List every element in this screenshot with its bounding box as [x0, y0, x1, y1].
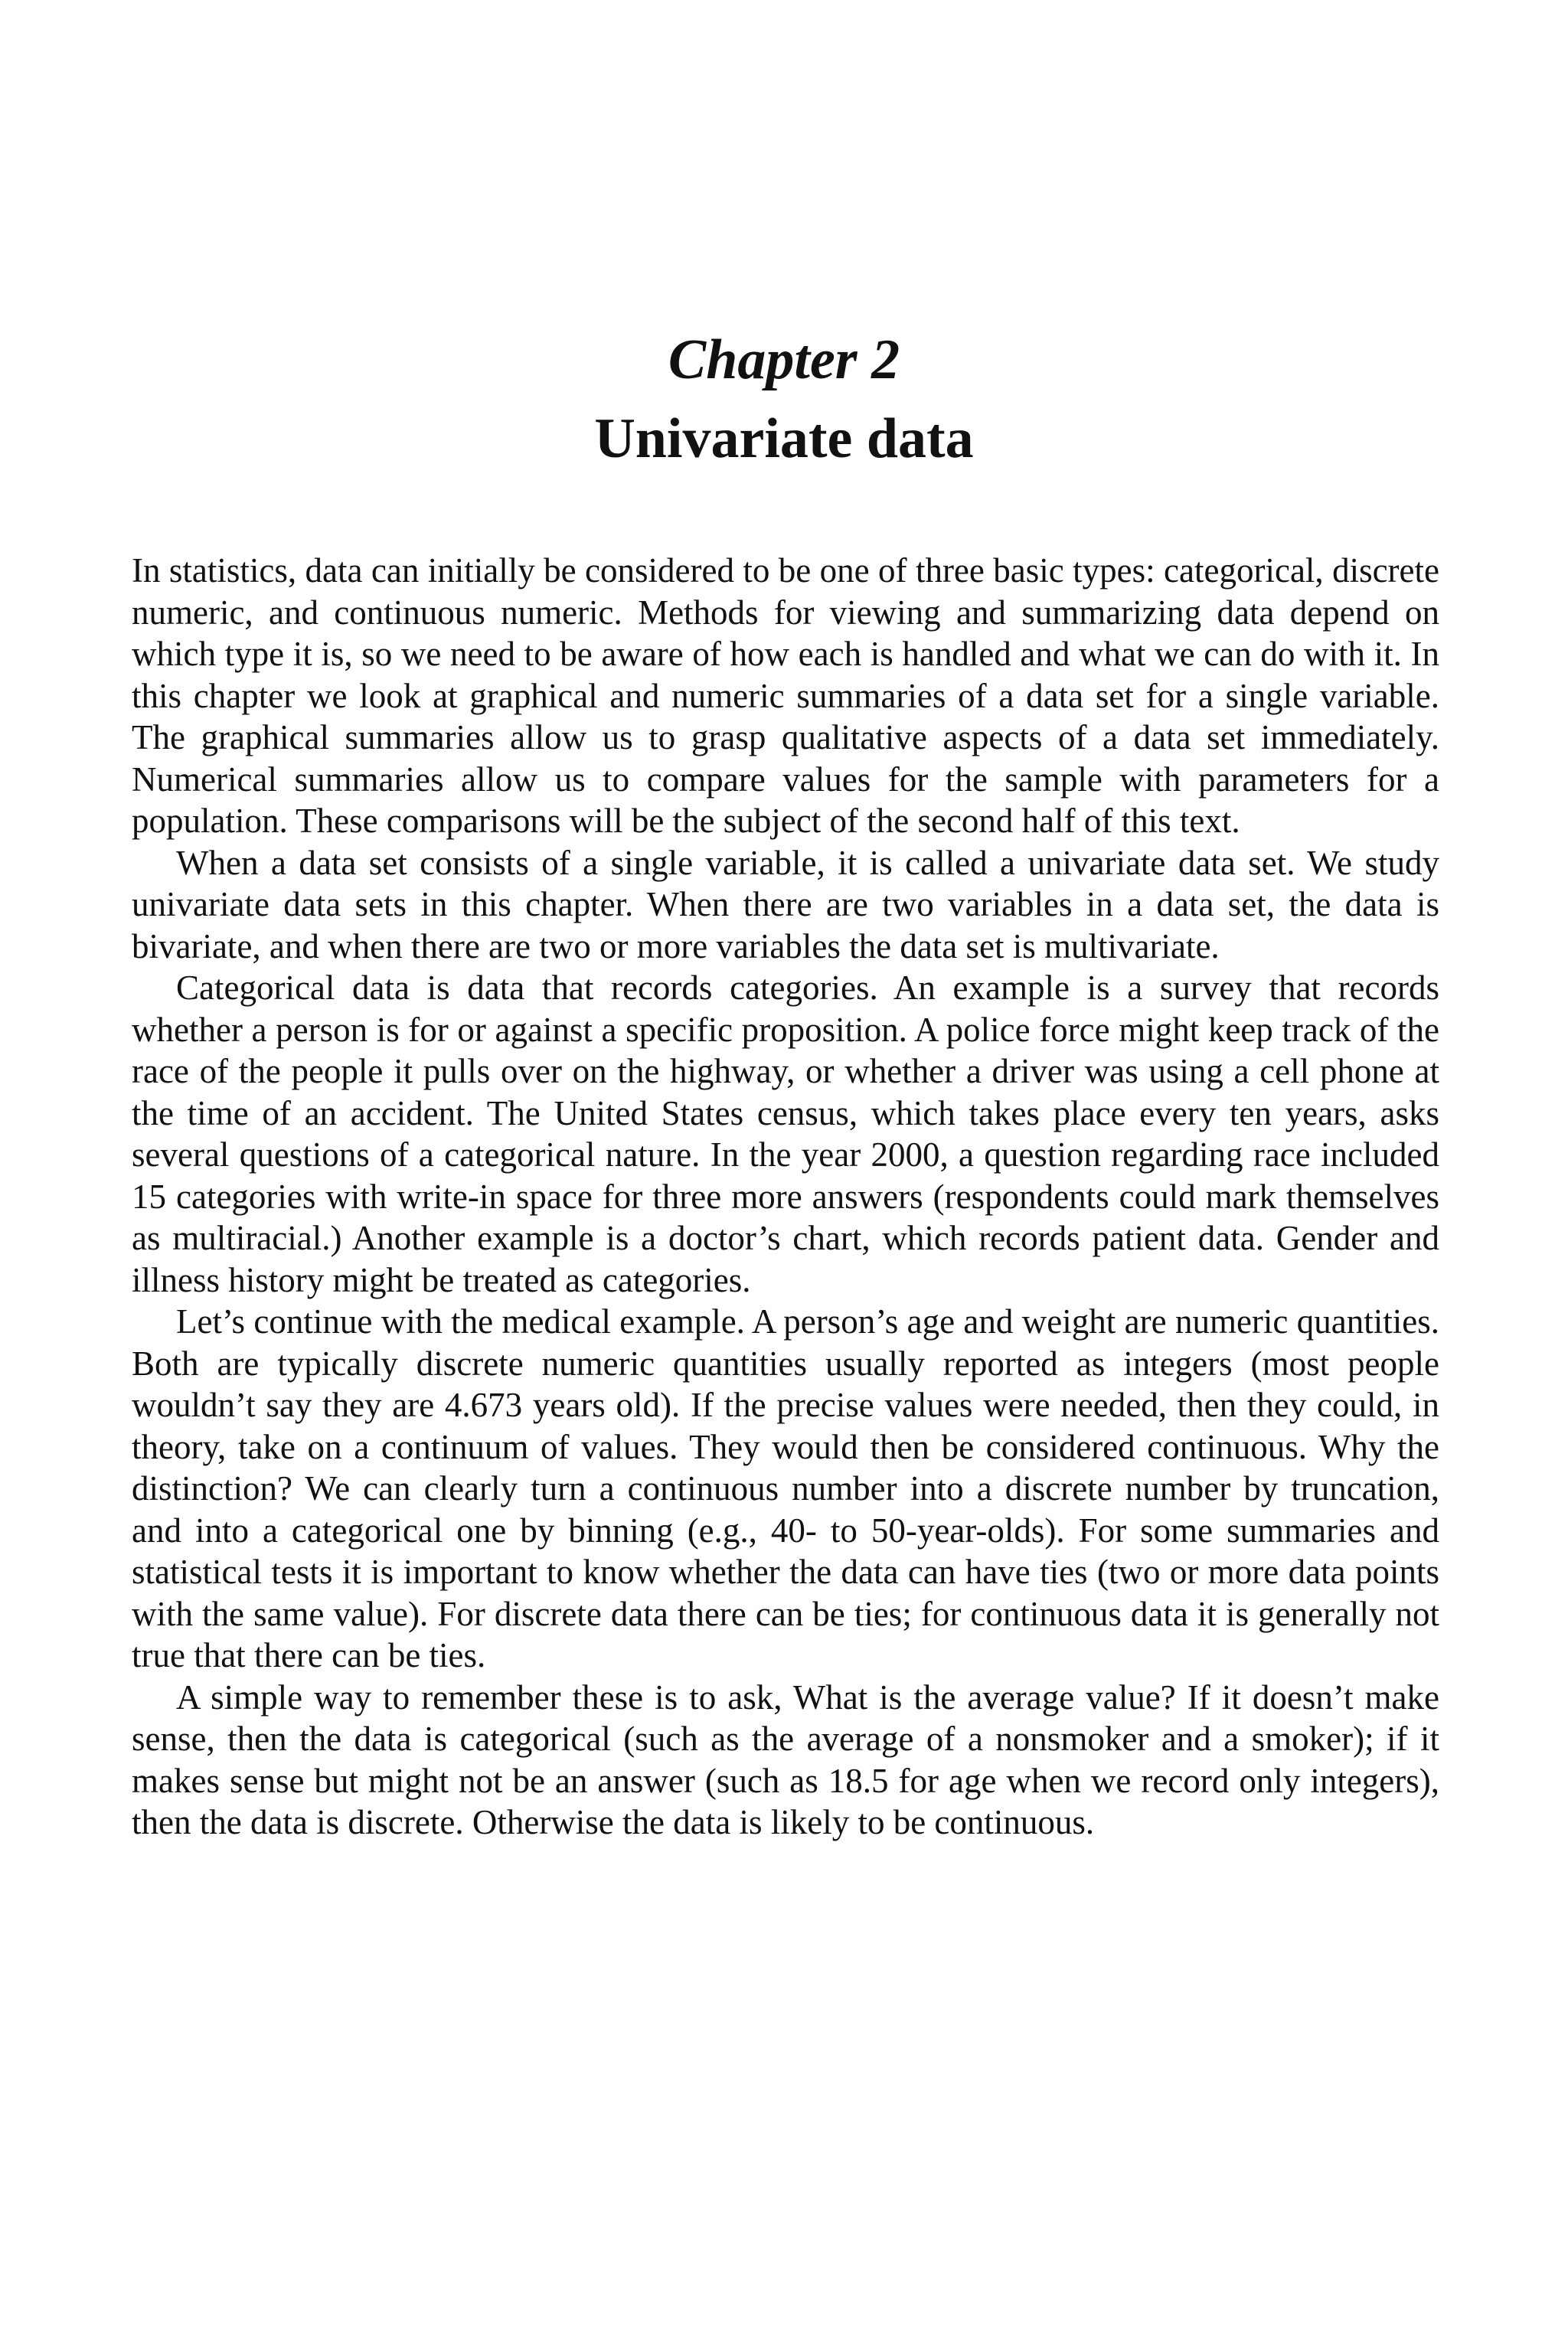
- chapter-heading: [0, 322, 1568, 479]
- paragraph-numeric: Let’s continue with the medical example. A person’s age and weight are numeric quantities. Both are typically discrete numeric quantities usually reported as integers (most people wouldn’t say they are 4.673 years old). If the precise values were needed, then they could, in theory, take on a continuum of values. They would then be considered continuous. Why the distinction? We can clearly turn a continuous number into a discrete number by truncation, and into a categorical one by binning (e.g., 40- to 50-year-olds). For some summaries and statistical tests it is important to know whether the data can have ties (two or more data points with the same value). For discrete data there can be ties; for continuous data it is generally not true that there can be ties.: [132, 1302, 1439, 1674]
- chapter-title: Univariate data: [594, 407, 974, 470]
- paragraph-categorical: Categorical data is data that records categories. An example is a survey that records whether a person is for or against a specific proposition. A police force might keep track of the race of the people it pulls over on the highway, or whether a driver was using a cell phone at the time of an accident. The United States census, which takes place every ten years, asks several questions of a categorical nature. In the year 2000, a question regarding race included 15 categories with write-in space for three more answers (respondents could mark themselves as multiracial.) Another example is a doctor’s chart, which records patient data. Gender and illness history might be treated as categories.: [132, 969, 1439, 1299]
- paragraph-data-types: In statistics, data can initially be considered to be one of three basic types: categorical, discrete numeric, and continuous numeric. Methods for viewing and summarizing data depend on which type it is, so we need to be aware of how each is handled and what we can do with it. In this chapter we look at graphical and numeric summaries of a data set for a single variable. The graphical summaries allow us to grasp qualitative aspects of a data set immediately. Numerical summaries allow us to compare values for the sample with parameters for a population. These comparisons will be the subject of the second half of this text.: [132, 551, 1439, 840]
- chapter-label: Chapter 2: [668, 328, 900, 391]
- paragraph-univariate: When a data set consists of a single variable, it is called a univariate data set. We study univariate data sets in this chapter. When there are two variables in a data set, the data is bivariate, and when there are two or more variables the data set is multivariate.: [132, 843, 1439, 965]
- chapter-body: [132, 550, 1439, 1844]
- paragraph-average-rule: A simple way to remember these is to ask, What is the average value? If it doesn’t make sense, then the data is categorical (such as the average of a nonsmoker and a smoker); if it makes sense but might not be an answer (such as 18.5 for age when we record only integers), then the data is discrete. Otherwise the data is likely to be continuous.: [132, 1677, 1439, 1841]
